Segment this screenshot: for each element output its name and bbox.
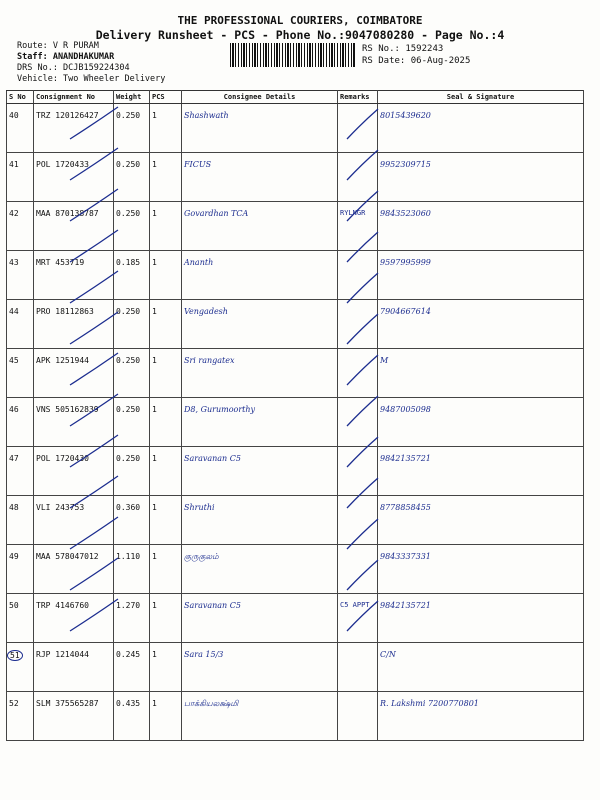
weight-cell: 0.250 (114, 300, 150, 349)
table-row (7, 202, 584, 251)
remarks-cell (338, 153, 378, 202)
runsheet-info-right (362, 43, 470, 67)
consignment-cell: POL 1720430 (34, 447, 114, 496)
runsheet-subtitle: Delivery Runsheet - PCS - Phone No.:9047080280 - Page No.:4 (95, 28, 505, 42)
pcs-cell: 1 (150, 251, 182, 300)
table-row (7, 594, 584, 643)
consignee-cell: Sara 15/3 (182, 643, 338, 692)
signature-cell: 8778858455 (378, 496, 584, 545)
consignee-cell: D8, Gurumoorthy (182, 398, 338, 447)
consignment-cell: MRT 453719 (34, 251, 114, 300)
table-row (7, 300, 584, 349)
rs-number-text: RS No.: 1592243 (362, 44, 444, 54)
route-text: Route: V R PURAM (17, 41, 99, 51)
column-header: Seal & Signature (378, 91, 584, 104)
remarks-cell (338, 643, 378, 692)
signature-cell: 9487005098 (378, 398, 584, 447)
remarks-cell: RYLNGR (338, 202, 378, 251)
pcs-cell: 1 (150, 594, 182, 643)
sno-cell: 49 (7, 545, 34, 594)
consignee-cell: குருகுலம் (182, 545, 338, 594)
consignee-cell: FICUS (182, 153, 338, 202)
pcs-cell: 1 (150, 643, 182, 692)
pcs-cell: 1 (150, 496, 182, 545)
remarks-cell (338, 545, 378, 594)
table-row (7, 349, 584, 398)
signature-cell: 7904667614 (378, 300, 584, 349)
consignee-cell: Sri rangatex (182, 349, 338, 398)
table-row (7, 545, 584, 594)
consignment-cell: MAA 578047012 (34, 545, 114, 594)
signature-cell: R. Lakshmi 7200770801 (378, 692, 584, 741)
consignee-cell: Shashwath (182, 104, 338, 153)
vehicle-text: Vehicle: Two Wheeler Delivery (17, 74, 166, 84)
column-header: S No (7, 91, 34, 104)
remarks-cell (338, 349, 378, 398)
table-row (7, 153, 584, 202)
delivery-table (6, 90, 584, 741)
weight-cell: 1.110 (114, 545, 150, 594)
weight-cell: 0.250 (114, 447, 150, 496)
table-body (7, 104, 584, 741)
consignment-cell: SLM 375565287 (34, 692, 114, 741)
weight-cell: 0.250 (114, 104, 150, 153)
signature-cell: M (378, 349, 584, 398)
pcs-cell: 1 (150, 398, 182, 447)
sno-cell: 46 (7, 398, 34, 447)
pcs-cell: 1 (150, 447, 182, 496)
weight-cell: 0.360 (114, 496, 150, 545)
sno-cell: 47 (7, 447, 34, 496)
column-header: Remarks (338, 91, 378, 104)
consignment-cell: MAA 870138787 (34, 202, 114, 251)
consignee-cell: Saravanan C5 (182, 447, 338, 496)
pcs-cell: 1 (150, 300, 182, 349)
staff-text: Staff: ANANDHAKUMAR (17, 52, 115, 62)
table-header-row (7, 91, 584, 104)
runsheet-info-left (17, 41, 165, 85)
sno-cell: 40 (7, 104, 34, 153)
consignee-cell: Govardhan TCA (182, 202, 338, 251)
rs-date-text: RS Date: 06-Aug-2025 (362, 56, 471, 66)
sno-cell: 44 (7, 300, 34, 349)
consignee-cell: பாக்கியலக்ஷ்மி (182, 692, 338, 741)
signature-cell: 8015439620 (378, 104, 584, 153)
column-header: Weight (114, 91, 150, 104)
signature-cell: C/N (378, 643, 584, 692)
signature-cell: 9843523060 (378, 202, 584, 251)
table-row (7, 692, 584, 741)
consignee-cell: Ananth (182, 251, 338, 300)
consignee-cell: Saravanan C5 (182, 594, 338, 643)
company-title: THE PROFESSIONAL COURIERS, COIMBATORE (177, 14, 423, 27)
consignment-cell: PRO 18112863 (34, 300, 114, 349)
remarks-cell (338, 398, 378, 447)
pcs-cell: 1 (150, 692, 182, 741)
column-header: Consignee Details (182, 91, 338, 104)
signature-cell: 9952309715 (378, 153, 584, 202)
column-header: Consignment No (34, 91, 114, 104)
pcs-cell: 1 (150, 202, 182, 251)
signature-cell: 9843337331 (378, 545, 584, 594)
pcs-cell: 1 (150, 545, 182, 594)
signature-cell: 9842135721 (378, 447, 584, 496)
table-row (7, 643, 584, 692)
sno-cell: 45 (7, 349, 34, 398)
weight-cell: 0.250 (114, 202, 150, 251)
weight-cell: 0.245 (114, 643, 150, 692)
weight-cell: 0.250 (114, 153, 150, 202)
weight-cell: 0.250 (114, 398, 150, 447)
remarks-cell (338, 300, 378, 349)
consignee-cell: Vengadesh (182, 300, 338, 349)
table-row (7, 447, 584, 496)
consignment-cell: APK 1251944 (34, 349, 114, 398)
weight-cell: 0.185 (114, 251, 150, 300)
consignment-cell: VLI 243753 (34, 496, 114, 545)
remarks-cell (338, 447, 378, 496)
sno-cell: 43 (7, 251, 34, 300)
table-row (7, 251, 584, 300)
consignment-cell: TRP 4146760 (34, 594, 114, 643)
sno-cell: 52 (7, 692, 34, 741)
sno-cell: 42 (7, 202, 34, 251)
sno-cell (7, 643, 34, 692)
sno-cell: 50 (7, 594, 34, 643)
consignee-cell: Shruthi (182, 496, 338, 545)
remarks-cell (338, 251, 378, 300)
remarks-cell: C5 APPT (338, 594, 378, 643)
sno-cell: 41 (7, 153, 34, 202)
weight-cell: 0.250 (114, 349, 150, 398)
weight-cell: 0.435 (114, 692, 150, 741)
signature-cell: 9597995999 (378, 251, 584, 300)
signature-cell: 9842135721 (378, 594, 584, 643)
consignment-cell: VNS 505162839 (34, 398, 114, 447)
consignment-cell: RJP 1214044 (34, 643, 114, 692)
pcs-cell: 1 (150, 153, 182, 202)
pcs-cell: 1 (150, 104, 182, 153)
table-row (7, 398, 584, 447)
remarks-cell (338, 104, 378, 153)
circled-sno: 51 (7, 650, 23, 661)
drs-text: DRS No.: DCJB159224304 (17, 63, 130, 73)
column-header: PCS (150, 91, 182, 104)
table-row (7, 104, 584, 153)
consignment-cell: TRZ 120126427 (34, 104, 114, 153)
barcode-image (230, 43, 356, 67)
consignment-cell: POL 1720433 (34, 153, 114, 202)
remarks-cell (338, 692, 378, 741)
table-row (7, 496, 584, 545)
weight-cell: 1.270 (114, 594, 150, 643)
pcs-cell: 1 (150, 349, 182, 398)
remarks-cell (338, 496, 378, 545)
sno-cell: 48 (7, 496, 34, 545)
